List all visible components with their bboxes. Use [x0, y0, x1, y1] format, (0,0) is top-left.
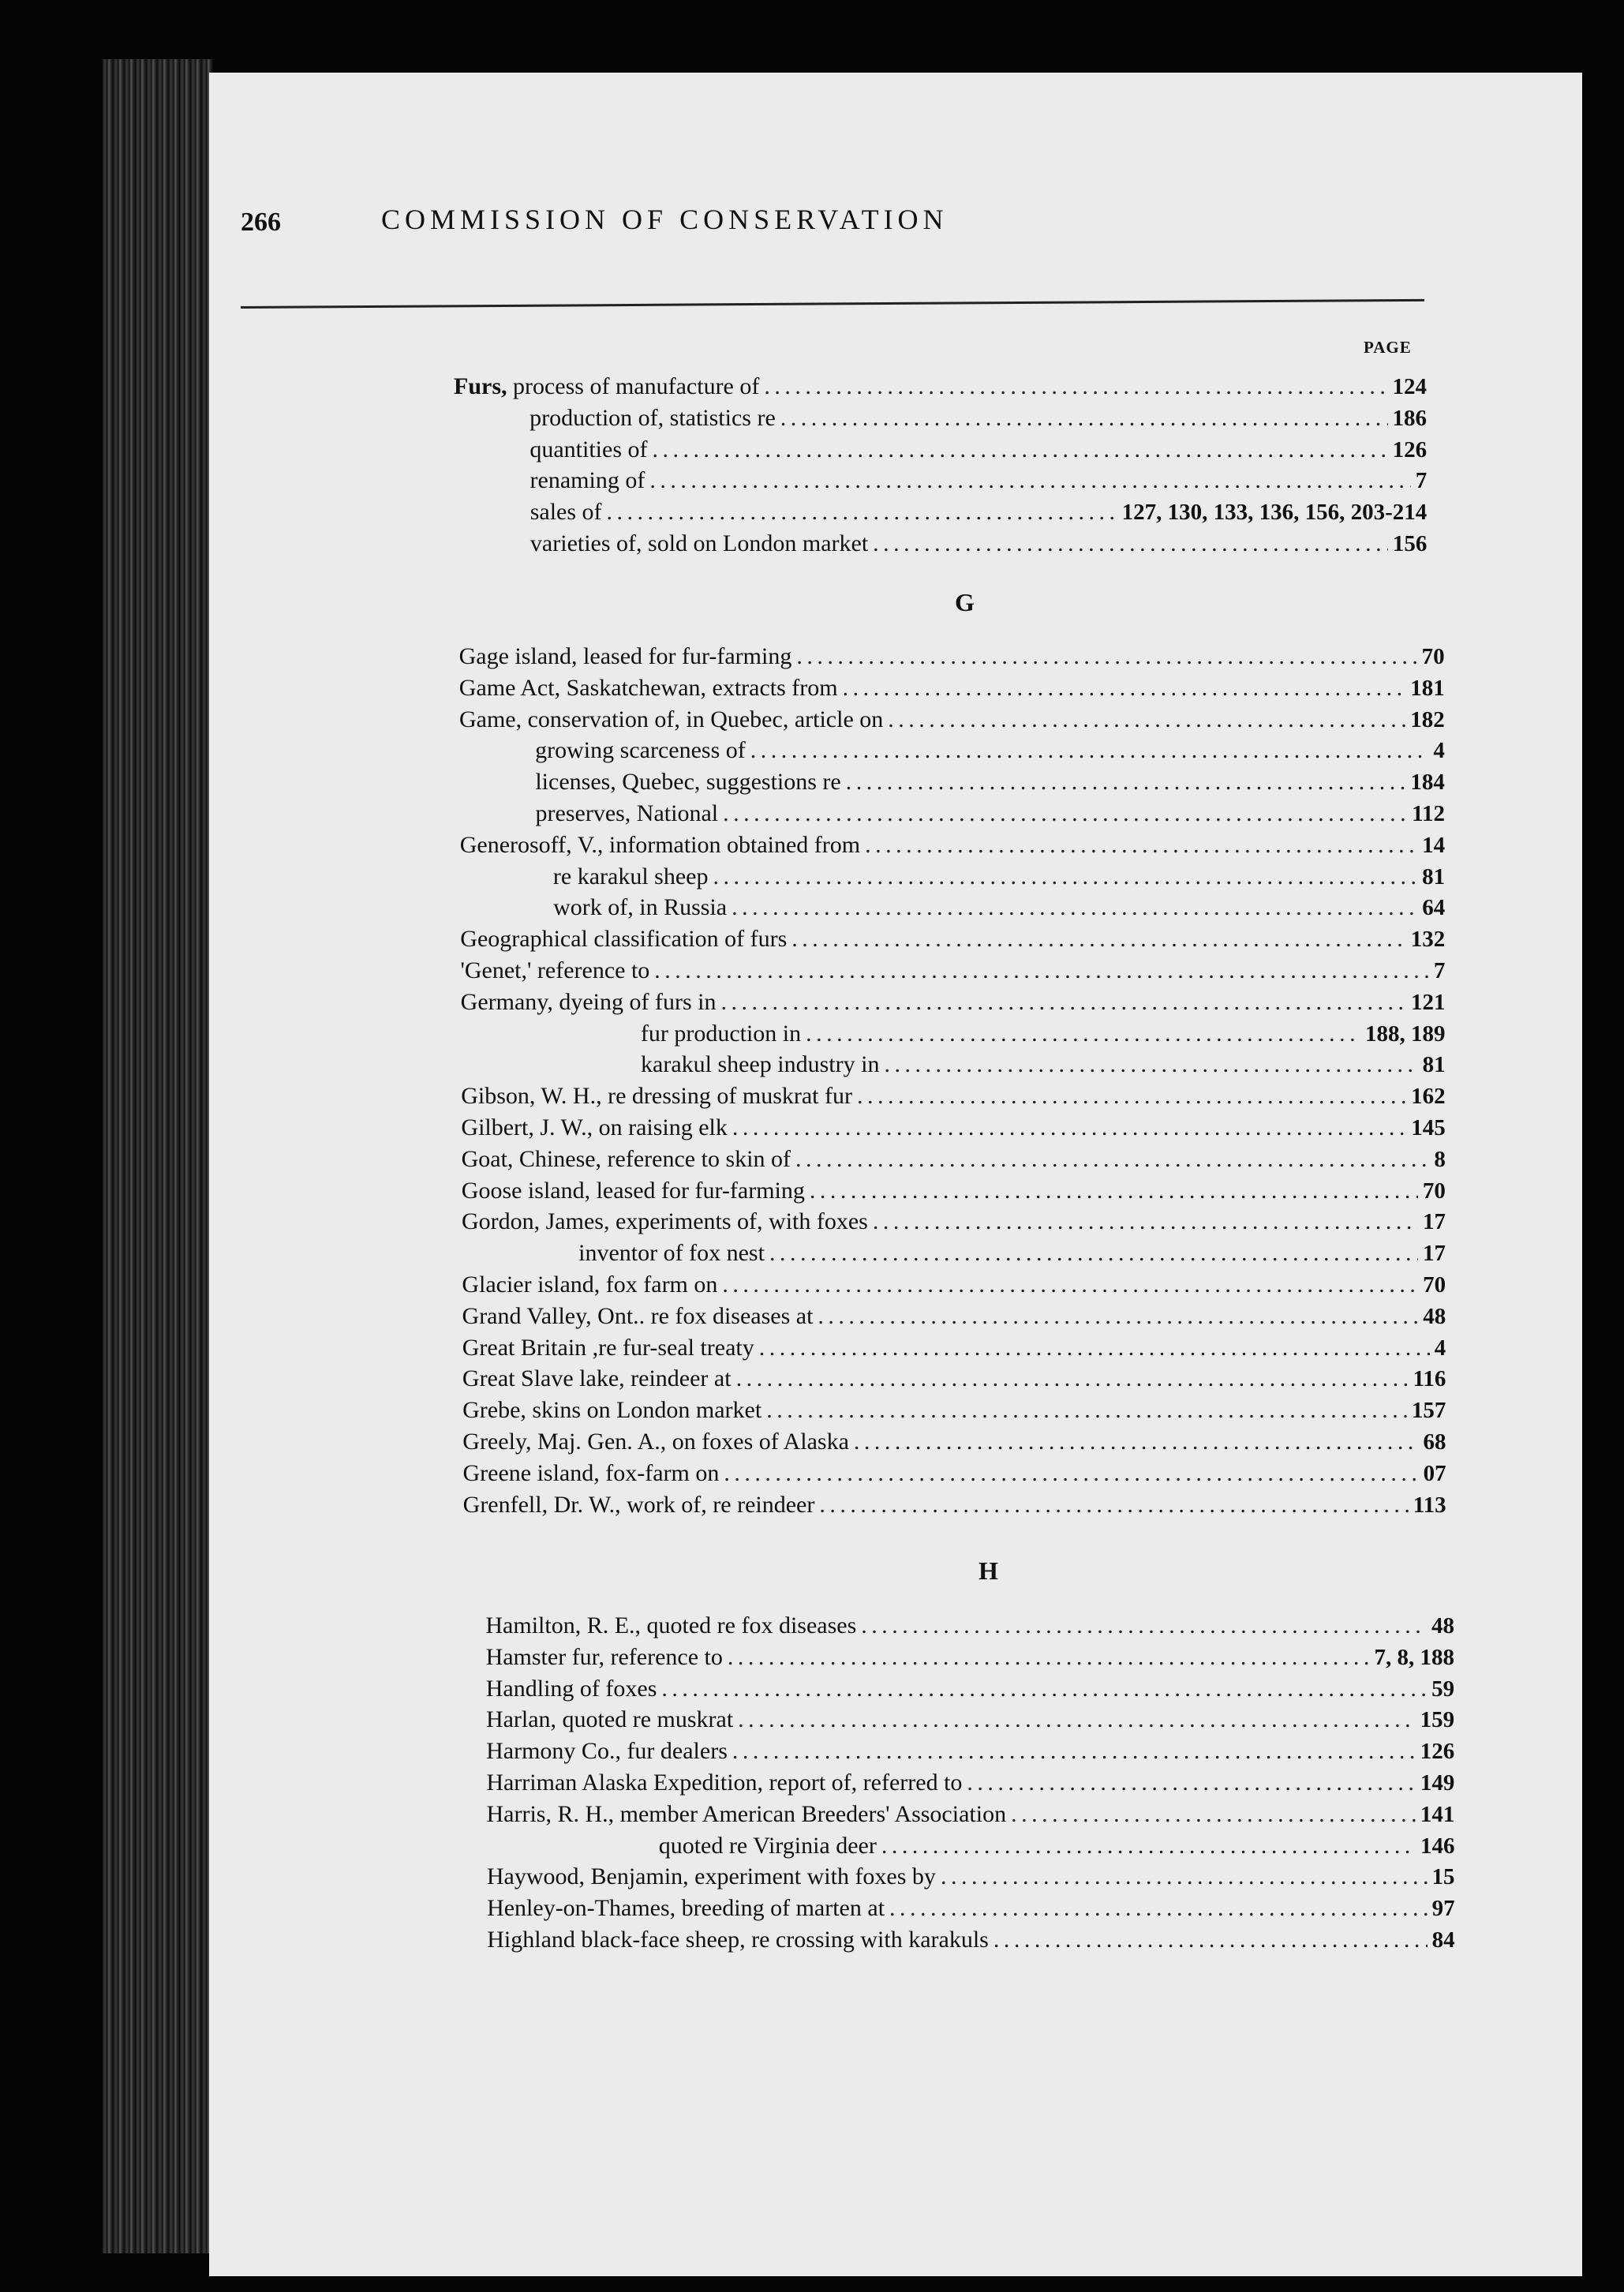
- entry-pages: 162: [1411, 1084, 1446, 1110]
- entry-pages: 7, 8, 188: [1374, 1644, 1455, 1670]
- dot-leader: [780, 405, 1388, 432]
- entry-heading-word: Furs,: [454, 373, 507, 399]
- index-entry: [461, 989, 1446, 1021]
- entry-term: [462, 1178, 805, 1204]
- entry-term: [485, 1612, 856, 1639]
- entry-text: Gilbert, J. W., on raising elk: [461, 1114, 728, 1140]
- entry-pages: 146: [1420, 1833, 1455, 1859]
- entry-text: Hamilton, R. E., quoted re fox diseases: [485, 1612, 857, 1638]
- dot-leader: [607, 499, 1117, 526]
- entry-pages: 145: [1411, 1115, 1446, 1140]
- entry-term: [486, 1706, 733, 1733]
- entry-pages: 07: [1423, 1460, 1446, 1486]
- entry-pages: 84: [1431, 1927, 1455, 1953]
- entry-term: [487, 1801, 1007, 1828]
- index-entry: [462, 1271, 1446, 1303]
- index-entry: [486, 1676, 1454, 1707]
- entry-text: Goat, Chinese, reference to skin of: [461, 1145, 791, 1172]
- dot-leader: [993, 1927, 1428, 1953]
- dot-leader: [873, 1208, 1418, 1235]
- entry-term: [459, 675, 838, 702]
- index-entry: [535, 769, 1445, 800]
- entry-pages: 159: [1420, 1707, 1455, 1733]
- entry-text: licenses, Quebec, suggestions re: [535, 769, 841, 796]
- entry-text: growing scarceness of: [535, 737, 746, 764]
- entry-term: [641, 1051, 879, 1078]
- entry-term: [454, 373, 759, 400]
- entry-text: Haywood, Benjamin, experiment with foxes by: [486, 1863, 936, 1890]
- entry-pages: 17: [1423, 1241, 1446, 1267]
- entry-text: quantities of: [529, 436, 648, 463]
- index-entry: [659, 1833, 1455, 1864]
- entry-pages: 17: [1422, 1209, 1446, 1235]
- entry-term: [460, 926, 787, 953]
- index-entry: [553, 894, 1445, 926]
- entry-pages: 149: [1420, 1770, 1455, 1796]
- entry-text: karakul sheep industry in: [641, 1051, 880, 1078]
- entry-text: Gordon, James, experiments of, with foxes: [461, 1208, 868, 1235]
- entry-pages: 127, 130, 133, 136, 156, 203-214: [1121, 500, 1428, 526]
- index-entry: [553, 863, 1445, 895]
- index-entry: [641, 1021, 1446, 1052]
- dot-leader: [649, 467, 1410, 494]
- entry-term: [486, 1770, 962, 1796]
- index-entry: [459, 675, 1445, 706]
- index-entry: [530, 499, 1428, 530]
- entry-term: [461, 989, 717, 1016]
- index-entry: [460, 957, 1445, 989]
- entry-text: 'Genet,' reference to: [460, 957, 650, 983]
- entry-pages: 59: [1431, 1676, 1455, 1702]
- entry-text: Highland black-face sheep, re crossing with karakuls: [487, 1927, 989, 1953]
- index-entry: [536, 800, 1445, 832]
- dot-leader: [732, 1114, 1406, 1141]
- entry-text: process of manufacture of: [507, 373, 760, 399]
- entry-text: Hamster fur, reference to: [485, 1643, 723, 1670]
- entry-text: fur production in: [640, 1020, 802, 1047]
- dot-leader: [722, 1271, 1418, 1298]
- entry-text: sales of: [529, 499, 602, 526]
- entry-pages: 4: [1433, 738, 1445, 764]
- running-title: COMMISSION OF CONSERVATION: [381, 204, 949, 235]
- entry-text: Grebe, skins on London market: [462, 1397, 762, 1424]
- entry-text: Henley-on-Thames, breeding of marten at: [487, 1895, 885, 1922]
- entry-term: [461, 1114, 727, 1141]
- entry-pages: 97: [1431, 1896, 1455, 1922]
- dot-leader: [791, 926, 1406, 953]
- entry-term: [529, 405, 776, 432]
- index-entry: [462, 1303, 1446, 1335]
- entry-text: work of, in Russia: [553, 894, 728, 921]
- entry-pages: 132: [1410, 927, 1446, 953]
- dot-leader: [818, 1303, 1418, 1330]
- index-entry: [463, 1492, 1446, 1523]
- entry-text: Harriman Alaska Expedition, report of, referred to: [486, 1770, 963, 1796]
- dot-leader: [759, 1335, 1430, 1361]
- entry-term: [462, 1365, 732, 1392]
- index-entry: [461, 1083, 1445, 1114]
- entry-text: Glacier island, fox farm on: [462, 1271, 718, 1298]
- index-entry: [486, 1770, 1454, 1801]
- dot-leader: [764, 373, 1387, 400]
- entry-term: [462, 1335, 754, 1361]
- entry-pages: 112: [1412, 801, 1445, 826]
- entry-term: [460, 832, 860, 859]
- entry-term: [486, 1644, 723, 1671]
- entry-text: quoted re Virginia deer: [658, 1832, 877, 1859]
- dot-leader: [1011, 1801, 1416, 1828]
- entry-pages: 7: [1415, 468, 1428, 494]
- entry-text: Generosoff, V., information obtained from: [459, 831, 861, 858]
- entry-pages: 186: [1392, 405, 1428, 431]
- dot-leader: [881, 1833, 1416, 1859]
- index-entry: [460, 926, 1445, 957]
- entry-term: [459, 643, 792, 670]
- dot-leader: [654, 957, 1429, 984]
- entry-pages: 182: [1410, 706, 1445, 732]
- dot-leader: [888, 706, 1405, 733]
- dot-leader: [865, 832, 1417, 859]
- entry-pages: 7: [1433, 958, 1446, 983]
- section-letter-h: H: [979, 1556, 998, 1585]
- index-entry: [486, 1738, 1454, 1770]
- entry-term: [462, 1429, 849, 1455]
- entry-text: varieties of, sold on London market: [529, 530, 869, 556]
- entry-text: renaming of: [529, 467, 645, 494]
- entry-text: Handling of foxes: [485, 1675, 657, 1702]
- entry-term: [487, 1895, 885, 1922]
- section-letter-g: G: [955, 588, 975, 616]
- entry-term: [529, 436, 647, 463]
- index-entry: [487, 1801, 1455, 1833]
- dot-leader: [861, 1612, 1427, 1639]
- entry-pages: 48: [1431, 1613, 1454, 1638]
- index-entry: [485, 1612, 1454, 1644]
- entry-text: Gage island, leased for fur-farming: [458, 643, 792, 669]
- index-entry: [462, 1178, 1446, 1209]
- entry-term: [530, 530, 868, 557]
- index-entry: [462, 1208, 1446, 1240]
- entry-term: [641, 1021, 801, 1047]
- index-entry: [529, 405, 1427, 436]
- index-entry: [641, 1051, 1446, 1083]
- index-entry: [462, 1460, 1446, 1492]
- entry-term: [487, 1863, 936, 1890]
- dot-leader: [884, 1051, 1417, 1078]
- dot-leader: [810, 1178, 1418, 1204]
- index-entry: [459, 706, 1445, 738]
- entry-text: Great Britain ,re fur-seal treaty: [462, 1334, 754, 1361]
- index-entry: [461, 1114, 1445, 1146]
- dot-leader: [941, 1863, 1428, 1890]
- dot-leader: [795, 1146, 1429, 1173]
- entry-pages: 15: [1431, 1864, 1455, 1890]
- entry-text: Gibson, W. H., re dressing of muskrat fur: [461, 1083, 852, 1110]
- entry-text: Goose island, leased for fur-farming: [461, 1177, 805, 1204]
- entry-text: Game Act, Saskatchewan, extracts from: [458, 674, 838, 701]
- dot-leader: [736, 1365, 1409, 1392]
- entry-text: Grand Valley, Ont.. re fox diseases at: [462, 1302, 814, 1329]
- entry-pages: 184: [1410, 770, 1445, 796]
- entry-term: [553, 894, 727, 921]
- entry-term: [462, 1146, 791, 1173]
- entry-text: Harmony Co., fur dealers: [486, 1738, 728, 1765]
- entry-pages: 116: [1413, 1366, 1446, 1392]
- entry-pages: 68: [1423, 1429, 1446, 1455]
- entry-pages: 8: [1434, 1146, 1446, 1172]
- entry-pages: 156: [1392, 531, 1428, 556]
- index-entry: [487, 1895, 1455, 1927]
- entry-term: [462, 1397, 761, 1424]
- entry-pages: 188, 189: [1365, 1021, 1446, 1047]
- page-number: 266: [241, 208, 281, 237]
- entry-term: [463, 1492, 815, 1519]
- index-entry: [486, 1706, 1454, 1738]
- index-entry: [462, 1335, 1446, 1366]
- entry-pages: 64: [1422, 895, 1446, 921]
- entry-pages: 70: [1422, 1178, 1446, 1204]
- entry-pages: 181: [1410, 675, 1445, 701]
- page-column-label: PAGE: [1364, 338, 1412, 357]
- index-entry: [535, 737, 1445, 769]
- dot-leader: [854, 1429, 1419, 1455]
- dot-leader: [967, 1770, 1415, 1796]
- dot-leader: [796, 643, 1416, 670]
- entry-term: [462, 1460, 719, 1487]
- entry-pages: 124: [1392, 374, 1427, 399]
- dot-leader: [857, 1083, 1406, 1110]
- index-entry: [529, 436, 1427, 468]
- entry-text: production of, statistics re: [529, 404, 776, 431]
- index-entry: [487, 1863, 1455, 1895]
- index-entry: [462, 1397, 1446, 1429]
- index-entry: [486, 1644, 1454, 1676]
- entry-text: Germany, dyeing of furs in: [460, 988, 717, 1015]
- dot-leader: [750, 737, 1429, 764]
- entry-pages: 4: [1434, 1335, 1446, 1361]
- index-entry: [454, 373, 1427, 405]
- index-entry: [459, 643, 1445, 675]
- entry-term: [461, 1083, 852, 1110]
- entry-text: Greely, Maj. Gen. A., on foxes of Alaska: [462, 1429, 849, 1455]
- entry-text: preserves, National: [535, 800, 719, 826]
- index-entry: [462, 1429, 1446, 1460]
- dot-leader: [653, 436, 1388, 463]
- dot-leader: [769, 1240, 1418, 1267]
- entry-term: [462, 1208, 868, 1235]
- index-entry: [462, 1146, 1446, 1178]
- dot-leader: [806, 1021, 1360, 1047]
- entry-term: [553, 863, 709, 890]
- entry-pages: 48: [1423, 1303, 1446, 1329]
- entry-text: Greene island, fox-farm on: [462, 1459, 720, 1486]
- entry-pages: 81: [1422, 1052, 1446, 1078]
- dot-leader: [889, 1895, 1428, 1922]
- entry-text: Harlan, quoted re muskrat: [485, 1706, 734, 1733]
- entry-pages: 14: [1422, 832, 1446, 858]
- dot-leader: [713, 863, 1417, 890]
- entry-term: [459, 706, 883, 733]
- entry-term: [530, 499, 602, 526]
- entry-text: Grenfell, Dr. W., work of, re reindeer: [462, 1491, 815, 1518]
- entry-text: Great Slave lake, reindeer at: [462, 1365, 732, 1392]
- entry-term: [487, 1927, 989, 1953]
- dot-leader: [843, 675, 1406, 702]
- entry-pages: 121: [1410, 989, 1446, 1015]
- entry-pages: 157: [1411, 1398, 1446, 1424]
- index-entry: [460, 832, 1445, 863]
- entry-term: [535, 737, 746, 764]
- index-entry: [530, 467, 1428, 499]
- dot-leader: [728, 1644, 1370, 1671]
- entry-term: [460, 957, 649, 984]
- entry-pages: 113: [1413, 1492, 1446, 1518]
- dot-leader: [661, 1676, 1427, 1702]
- index-entry: [578, 1240, 1446, 1271]
- entry-term: [535, 769, 840, 796]
- index-entry: [530, 530, 1427, 562]
- dot-leader: [720, 989, 1405, 1016]
- dot-leader: [732, 1738, 1416, 1765]
- entry-term: [578, 1240, 765, 1267]
- entry-text: re karakul sheep: [552, 863, 709, 889]
- dot-leader: [738, 1706, 1416, 1733]
- entry-term: [486, 1738, 728, 1765]
- entry-term: [462, 1271, 717, 1298]
- entry-pages: 81: [1422, 863, 1446, 889]
- entry-text: Harris, R. H., member American Breeders' Association: [486, 1800, 1007, 1827]
- entry-pages: 70: [1421, 644, 1445, 669]
- dot-leader: [732, 894, 1417, 921]
- index-entry: [487, 1927, 1454, 1958]
- entry-text: Game, conservation of, in Quebec, article on: [458, 706, 884, 732]
- dot-leader: [819, 1492, 1408, 1519]
- dot-leader: [846, 769, 1406, 796]
- entry-term: [536, 800, 719, 827]
- entry-term: [462, 1303, 814, 1330]
- entry-term: [486, 1676, 657, 1702]
- entry-term: [530, 467, 645, 494]
- dot-leader: [724, 1460, 1418, 1487]
- dot-leader: [873, 530, 1388, 557]
- entry-text: Geographical classification of furs: [460, 926, 788, 953]
- entry-text: inventor of fox nest: [578, 1240, 765, 1267]
- index-entry: [462, 1365, 1446, 1397]
- entry-pages: 141: [1420, 1801, 1455, 1827]
- entry-pages: 70: [1423, 1272, 1446, 1298]
- entry-pages: 126: [1392, 436, 1428, 463]
- dot-leader: [766, 1397, 1407, 1424]
- entry-term: [659, 1833, 877, 1859]
- dot-leader: [723, 800, 1407, 827]
- entry-pages: 126: [1420, 1739, 1455, 1765]
